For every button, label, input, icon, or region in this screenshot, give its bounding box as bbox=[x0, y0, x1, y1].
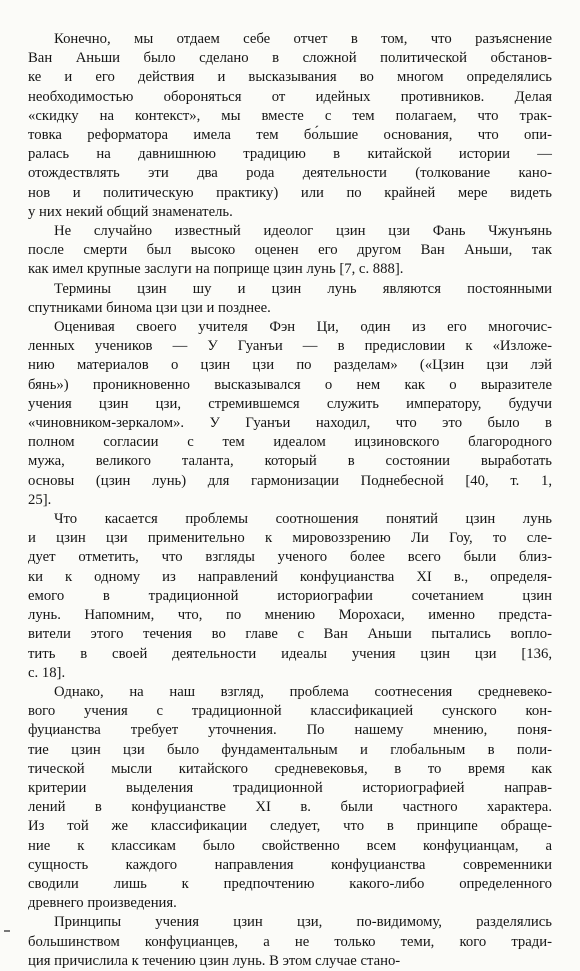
text-line: и цзин цзи применительно к мировоззрению Ли Гоу, то сле- bbox=[28, 530, 552, 547]
text-line: критерии выделения традиционной историографией направ- bbox=[28, 779, 552, 796]
text-line: вители этого течения во главе с Ван Аньши пытались вопло- bbox=[28, 626, 552, 643]
text-line: тической мысли китайского средневековья, в то время как bbox=[28, 760, 552, 777]
text-line: сущность каждого направления конфуцианства современники bbox=[28, 856, 552, 873]
text-line: Оценивая своего учителя Фэн Ци, один из его многочис- bbox=[54, 319, 552, 336]
text-line: после смерти был высоко оценен его другом Ван Аньши, так bbox=[28, 242, 552, 259]
text-line: с. 18]. bbox=[28, 664, 66, 681]
text-line: сводили лишь к предпочтению какого-либо определенного bbox=[28, 875, 552, 892]
text-line: Термины цзин шу и цзин лунь являются постоянными bbox=[54, 280, 552, 297]
text-line: емого в традиционной историографии сочетанием цзин bbox=[28, 587, 552, 604]
text-line: основы (цзин лунь) для гармонизации Поднебесной [40, т. 1, bbox=[28, 472, 552, 489]
text-line: Из той же классификации следует, что в принципе обраще- bbox=[28, 818, 552, 835]
paragraph bbox=[28, 510, 552, 683]
text-line: ция причислила к течению цзин лунь. В этом случае стано- bbox=[28, 952, 401, 969]
text-line: ленных учеников — У Гуанъи — в предисловии к «Изложе- bbox=[28, 338, 552, 355]
text-line: спутниками бинома цзи цзи и позднее. bbox=[28, 299, 271, 316]
text-line: «скидку на контекст», мы вместе с тем полагаем, что трак- bbox=[28, 107, 552, 124]
text-line: ки к одному из направлений конфуцианства XI в., определя- bbox=[28, 568, 552, 585]
text-line: Не случайно известный идеолог цзин цзи Фань Чжунъянь bbox=[54, 223, 552, 240]
text-line: вого учения с традиционной классификацией сунского кон- bbox=[28, 703, 552, 720]
paragraph bbox=[28, 683, 552, 913]
text-line: «чиновником-зеркалом». У Гуанъи находил, что это было в bbox=[28, 415, 552, 432]
text-line: Ван Аньши было сделано в сложной политической обстанов- bbox=[28, 50, 552, 67]
page-text bbox=[28, 30, 552, 971]
text-line: ралась на давнишнюю традицию в китайской истории — bbox=[28, 146, 552, 163]
text-line: дует отметить, что взгляды ученого более всего были близ- bbox=[28, 549, 552, 566]
text-line: нию материалов о цзин цзи по разделам» («Цзин цзи лэй bbox=[28, 357, 552, 374]
paragraph bbox=[28, 30, 552, 222]
text-line: мужа, великого таланта, который в состоянии выработать bbox=[28, 453, 552, 470]
text-line: Что касается проблемы соотношения понятий цзин лунь bbox=[54, 511, 552, 528]
paragraph bbox=[28, 913, 552, 971]
scan-artifact bbox=[4, 930, 10, 932]
text-line: нов и политическую практику) или по крайней мере видеть bbox=[28, 184, 552, 201]
text-line: тить в своей деятельности идеалы учения цзин цзи [136, bbox=[28, 645, 552, 662]
text-line: лунь. Напомним, что, по мнению Морохаси, именно предста- bbox=[28, 607, 552, 624]
text-line: учения цзин цзи, стремившемся служить императору, будучи bbox=[28, 395, 552, 412]
text-line: древнего произведения. bbox=[28, 895, 177, 912]
text-line: большинством конфуцианцев, а не только теми, кого тради- bbox=[28, 933, 552, 950]
text-line: отождествлять эти два рода деятельности (толкование кано- bbox=[28, 165, 552, 182]
text-line: бянь») проникновенно высказывался о нем как о выразителе bbox=[28, 376, 552, 393]
text-line: Однако, на наш взгляд, проблема соотнесения средневеко- bbox=[54, 683, 552, 700]
text-line: как имел крупные заслуги на поприще цзин лунь [7, с. 888]. bbox=[28, 261, 404, 278]
text-line: 25]. bbox=[28, 491, 52, 508]
paragraph bbox=[28, 318, 552, 510]
text-line: фуцианства требует уточнения. По нашему мнению, поня- bbox=[28, 722, 552, 739]
text-line: тие цзин цзи было фундаментальным и глобальным в поли- bbox=[28, 741, 552, 758]
text-line: лений в конфуцианстве XI в. были частного характера. bbox=[28, 799, 552, 816]
text-line: ние к классикам было свойственно всем конфуцианцам, а bbox=[28, 837, 552, 854]
text-line: ке и его действия и высказывания во многом определялись bbox=[28, 69, 552, 86]
text-line: необходимостью обороняться от идейных противников. Делая bbox=[28, 88, 552, 105]
text-line: у них некий общий знаменатель. bbox=[28, 203, 233, 220]
text-line: Принципы учения цзин цзи, по-видимому, разделялись bbox=[54, 914, 552, 931]
text-line: Конечно, мы отдаем себе отчет в том, что разъяснение bbox=[54, 31, 552, 47]
text-line: полном согласии с тем идеалом ицзиновского благородного bbox=[28, 434, 552, 451]
paragraph bbox=[28, 222, 552, 280]
paragraph bbox=[28, 280, 552, 318]
text-line: товка реформатора имела тем бо́льшие основания, что опи- bbox=[28, 127, 552, 144]
